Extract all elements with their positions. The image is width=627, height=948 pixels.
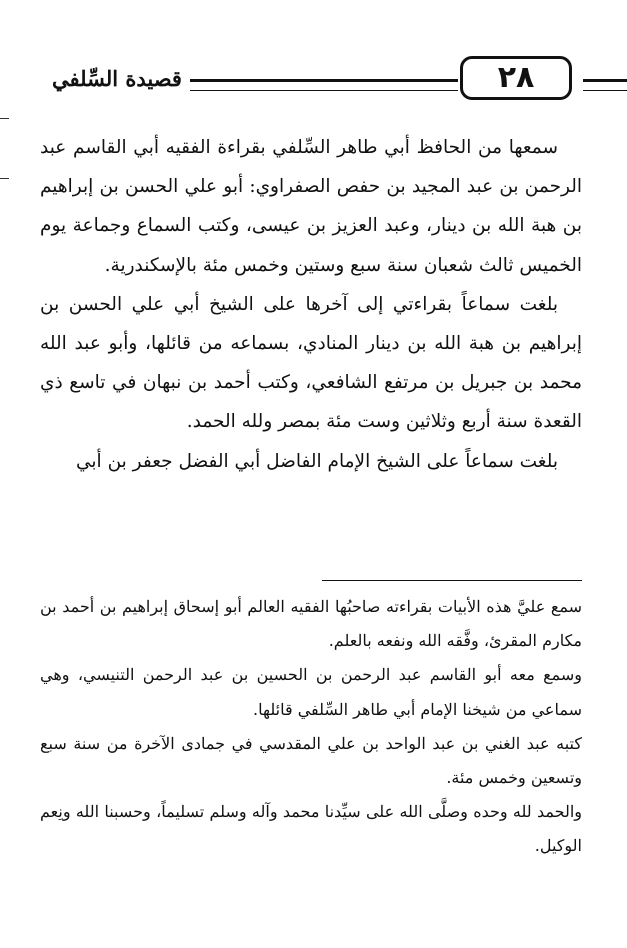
- footnote: والحمد لله وحده وصلَّى الله على سيِّدنا محمد وآله وسلم تسليماً، وحسبنا الله ونِعم الوكيل.: [40, 802, 582, 856]
- header-double-rule: [190, 79, 458, 91]
- page-header: [52, 56, 582, 104]
- margin-tick-mark: [0, 178, 9, 179]
- footnote: كتبه عبد الغني بن عبد الواحد بن علي المقدسي في جمادى الآخرة من سنة سبع وتسعين وخمس مئة.: [40, 733, 582, 788]
- paragraph: بلغت سماعاً بقراءتي إلى آخرها على الشيخ أبي علي الحسن بن إبراهيم بن هبة الله بن دينار المنادي، بسماعه من قائلها، وأبو عبد الله محمد بن جبريل بن مرتفع الشافعي، وكتب أحمد بن نبهان في تاسع ذي القعدة سنة أربع وثلاثين وست مئة بمصر ولله الحمد.: [40, 293, 582, 433]
- paragraph: سمعها من الحافظ أبي طاهر السِّلفي بقراءة الفقيه أبي القاسم عبد الرحمن بن عبد المجيد بن حفص الصفراوي: أبو علي الحسن بن إبراهيم بن هبة الله بن دينار، وعبد العزيز بن عيسى، وكتب السماع وجماعة يوم الخميس ثالث شعبان سنة سبع وستين وخمس مئة بالإسكندرية.: [40, 137, 582, 276]
- footnote-separator: [322, 580, 582, 581]
- margin-tick-mark: [0, 118, 9, 119]
- footnote: وسمع معه أبو القاسم عبد الرحمن بن الحسين بن عبد الرحمن التنيسي، وهي سماعي من شيخنا الإمام أبي طاهر السِّلفي قائلها.: [40, 665, 582, 719]
- footnotes: [40, 590, 582, 864]
- main-text: [40, 128, 582, 481]
- header-double-rule-right: [583, 79, 627, 91]
- paragraph: بلغت سماعاً على الشيخ الإمام الفاضل أبي الفضل جعفر بن أبي: [75, 450, 558, 472]
- footnote: سمع عليَّ هذه الأبيات بقراءته صاحبُها الفقيه العالم أبو إسحاق إبراهيم بن أحمد بن مكارم المقرئ، وفَّقه الله ونفعه بالعلم.: [40, 597, 582, 651]
- book-title: قصيدة السِّلفي: [52, 66, 182, 91]
- page-number: ٢٨: [460, 56, 572, 100]
